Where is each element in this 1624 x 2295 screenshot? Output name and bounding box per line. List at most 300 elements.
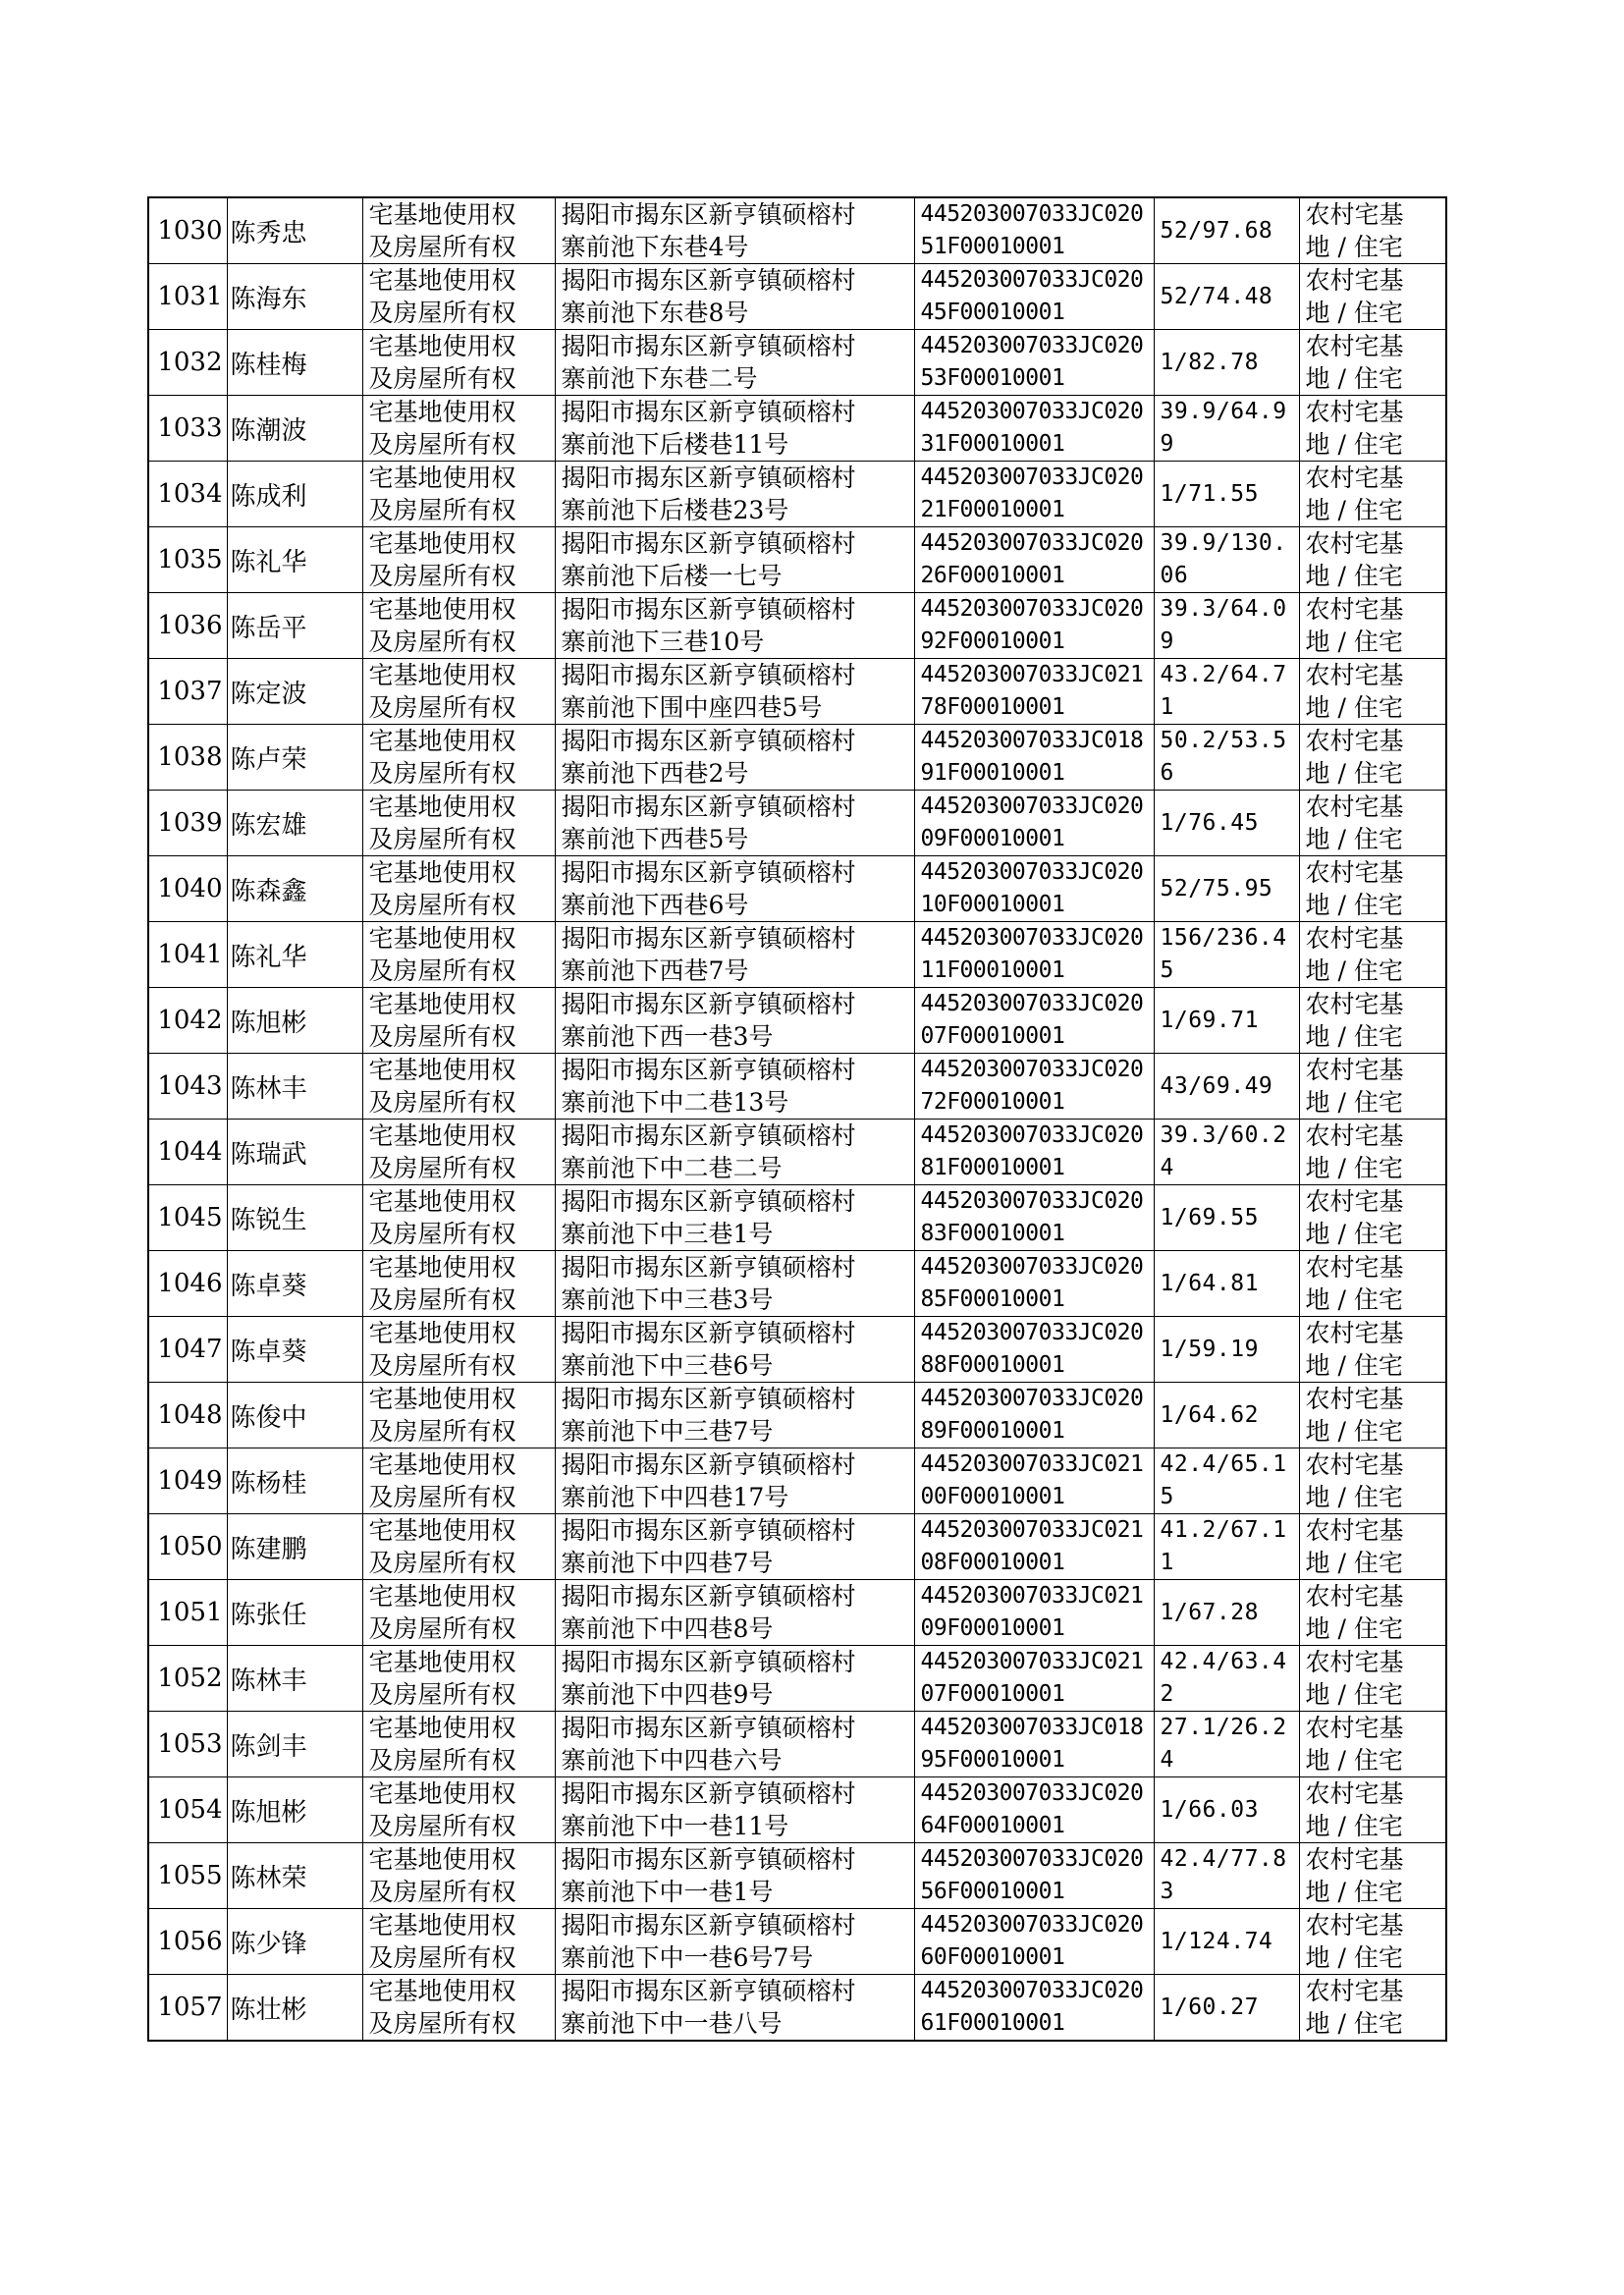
table-row bbox=[148, 1054, 1446, 1120]
unit-code-cell: 445203007033JC02088F00010001 bbox=[914, 1317, 1154, 1383]
land-use-line-2: 地 / 住宅 bbox=[1305, 825, 1403, 853]
right-type-line-1: 宅基地使用权 bbox=[368, 1450, 516, 1479]
address-line-2: 寨前池下西巷2号 bbox=[561, 759, 749, 788]
table-row bbox=[148, 791, 1446, 856]
unit-code-cell: 445203007033JC02085F00010001 bbox=[914, 1251, 1154, 1317]
land-use-cell bbox=[1299, 988, 1446, 1054]
right-type-line-2: 及房屋所有权 bbox=[368, 1351, 516, 1380]
address-line-2: 寨前池下西巷5号 bbox=[561, 825, 749, 853]
right-type-line-2: 及房屋所有权 bbox=[368, 430, 516, 459]
right-type-cell bbox=[362, 1646, 555, 1712]
table-row bbox=[148, 1514, 1446, 1580]
right-type-line-2: 及房屋所有权 bbox=[368, 1417, 516, 1446]
area-cell: 39.9/64.99 bbox=[1154, 396, 1299, 462]
right-type-cell bbox=[362, 922, 555, 988]
address-line-2: 寨前池下中二巷二号 bbox=[561, 1154, 783, 1182]
land-use-line-2: 地 / 住宅 bbox=[1305, 628, 1403, 656]
address-line-1: 揭阳市揭东区新亨镇硕榕村 bbox=[561, 332, 856, 360]
table-row bbox=[148, 1975, 1446, 2042]
unit-code-cell: 445203007033JC02009F00010001 bbox=[914, 791, 1154, 856]
area-cell: 27.1/26.24 bbox=[1154, 1712, 1299, 1777]
right-type-line-1: 宅基地使用权 bbox=[368, 529, 516, 558]
area-cell: 1/124.74 bbox=[1154, 1909, 1299, 1975]
land-use-cell bbox=[1299, 1120, 1446, 1185]
table-row bbox=[148, 396, 1446, 462]
land-use-cell bbox=[1299, 1909, 1446, 1975]
unit-code-cell: 445203007033JC02061F00010001 bbox=[914, 1975, 1154, 2042]
unit-code-cell: 445203007033JC02072F00010001 bbox=[914, 1054, 1154, 1120]
record-number-cell: 1044 bbox=[148, 1120, 227, 1185]
unit-code-cell: 445203007033JC02100F00010001 bbox=[914, 1448, 1154, 1514]
right-type-line-2: 及房屋所有权 bbox=[368, 562, 516, 590]
table-row bbox=[148, 1383, 1446, 1448]
record-number-cell: 1049 bbox=[148, 1448, 227, 1514]
right-type-cell bbox=[362, 659, 555, 725]
right-type-cell bbox=[362, 1251, 555, 1317]
area-cell: 42.4/63.42 bbox=[1154, 1646, 1299, 1712]
owner-name-cell: 陈林丰 bbox=[227, 1054, 362, 1120]
owner-name-cell: 陈卓葵 bbox=[227, 1317, 362, 1383]
land-use-line-1: 农村宅基 bbox=[1305, 792, 1404, 821]
right-type-line-2: 及房屋所有权 bbox=[368, 891, 516, 919]
record-number-cell: 1053 bbox=[148, 1712, 227, 1777]
address-line-2: 寨前池下中一巷八号 bbox=[561, 2009, 783, 2038]
address-line-2: 寨前池下中三巷6号 bbox=[561, 1351, 774, 1380]
area-cell: 43.2/64.71 bbox=[1154, 659, 1299, 725]
table-row bbox=[148, 1843, 1446, 1909]
record-number-cell: 1035 bbox=[148, 527, 227, 593]
right-type-line-1: 宅基地使用权 bbox=[368, 727, 516, 755]
table-row bbox=[148, 1251, 1446, 1317]
right-type-line-1: 宅基地使用权 bbox=[368, 595, 516, 624]
right-type-line-1: 宅基地使用权 bbox=[368, 1056, 516, 1084]
address-line-1: 揭阳市揭东区新亨镇硕榕村 bbox=[561, 398, 856, 426]
right-type-line-2: 及房屋所有权 bbox=[368, 759, 516, 788]
address-line-2: 寨前池下三巷10号 bbox=[561, 628, 765, 656]
land-use-line-2: 地 / 住宅 bbox=[1305, 364, 1403, 393]
land-use-line-2: 地 / 住宅 bbox=[1305, 430, 1403, 459]
right-type-line-1: 宅基地使用权 bbox=[368, 1648, 516, 1676]
record-number-cell: 1031 bbox=[148, 264, 227, 330]
land-use-cell bbox=[1299, 1448, 1446, 1514]
table-row bbox=[148, 1448, 1446, 1514]
right-type-line-1: 宅基地使用权 bbox=[368, 1911, 516, 1940]
area-cell: 39.3/60.24 bbox=[1154, 1120, 1299, 1185]
right-type-line-2: 及房屋所有权 bbox=[368, 956, 516, 985]
right-type-cell bbox=[362, 593, 555, 659]
area-cell: 1/66.03 bbox=[1154, 1777, 1299, 1843]
address-cell bbox=[555, 1448, 914, 1514]
land-use-cell bbox=[1299, 1712, 1446, 1777]
land-use-line-2: 地 / 住宅 bbox=[1305, 891, 1403, 919]
area-cell: 1/67.28 bbox=[1154, 1580, 1299, 1646]
right-type-cell bbox=[362, 1185, 555, 1251]
area-cell: 1/69.71 bbox=[1154, 988, 1299, 1054]
owner-name-cell: 陈少锋 bbox=[227, 1909, 362, 1975]
address-cell bbox=[555, 988, 914, 1054]
land-use-line-1: 农村宅基 bbox=[1305, 1121, 1404, 1150]
table-row bbox=[148, 1317, 1446, 1383]
right-type-cell bbox=[362, 725, 555, 791]
land-use-line-1: 农村宅基 bbox=[1305, 1056, 1404, 1084]
land-use-cell bbox=[1299, 1185, 1446, 1251]
land-use-line-2: 地 / 住宅 bbox=[1305, 1943, 1403, 1972]
owner-name-cell: 陈卓葵 bbox=[227, 1251, 362, 1317]
address-line-1: 揭阳市揭东区新亨镇硕榕村 bbox=[561, 1977, 856, 2005]
owner-name-cell: 陈建鹏 bbox=[227, 1514, 362, 1580]
land-use-cell bbox=[1299, 462, 1446, 527]
land-use-line-2: 地 / 住宅 bbox=[1305, 1351, 1403, 1380]
record-number-cell: 1042 bbox=[148, 988, 227, 1054]
right-type-line-2: 及房屋所有权 bbox=[368, 1483, 516, 1511]
land-use-cell bbox=[1299, 1383, 1446, 1448]
right-type-cell bbox=[362, 1909, 555, 1975]
address-cell bbox=[555, 1383, 914, 1448]
owner-name-cell: 陈礼华 bbox=[227, 527, 362, 593]
address-line-1: 揭阳市揭东区新亨镇硕榕村 bbox=[561, 1845, 856, 1874]
land-use-line-1: 农村宅基 bbox=[1305, 1516, 1404, 1545]
right-type-cell bbox=[362, 527, 555, 593]
table-row bbox=[148, 1777, 1446, 1843]
table-row bbox=[148, 659, 1446, 725]
right-type-line-2: 及房屋所有权 bbox=[368, 1943, 516, 1972]
record-number-cell: 1040 bbox=[148, 856, 227, 922]
address-line-1: 揭阳市揭东区新亨镇硕榕村 bbox=[561, 464, 856, 492]
table-row bbox=[148, 988, 1446, 1054]
record-number-cell: 1055 bbox=[148, 1843, 227, 1909]
record-number-cell: 1050 bbox=[148, 1514, 227, 1580]
land-use-cell bbox=[1299, 1251, 1446, 1317]
land-use-cell bbox=[1299, 659, 1446, 725]
address-line-2: 寨前池下中四巷六号 bbox=[561, 1746, 783, 1775]
address-cell bbox=[555, 1843, 914, 1909]
address-cell bbox=[555, 1251, 914, 1317]
right-type-line-2: 及房屋所有权 bbox=[368, 1614, 516, 1643]
address-line-2: 寨前池下后楼一七号 bbox=[561, 562, 783, 590]
record-number-cell: 1043 bbox=[148, 1054, 227, 1120]
right-type-line-1: 宅基地使用权 bbox=[368, 200, 516, 229]
land-use-cell bbox=[1299, 593, 1446, 659]
right-type-line-2: 及房屋所有权 bbox=[368, 1680, 516, 1709]
owner-name-cell: 陈海东 bbox=[227, 264, 362, 330]
right-type-line-2: 及房屋所有权 bbox=[368, 1154, 516, 1182]
area-cell: 1/64.81 bbox=[1154, 1251, 1299, 1317]
area-cell: 1/71.55 bbox=[1154, 462, 1299, 527]
table-row bbox=[148, 527, 1446, 593]
owner-name-cell: 陈旭彬 bbox=[227, 988, 362, 1054]
address-cell bbox=[555, 856, 914, 922]
address-cell bbox=[555, 1514, 914, 1580]
right-type-cell bbox=[362, 1777, 555, 1843]
address-line-2: 寨前池下中三巷7号 bbox=[561, 1417, 774, 1446]
right-type-line-1: 宅基地使用权 bbox=[368, 1516, 516, 1545]
unit-code-cell: 445203007033JC02083F00010001 bbox=[914, 1185, 1154, 1251]
address-line-1: 揭阳市揭东区新亨镇硕榕村 bbox=[561, 1187, 856, 1216]
land-use-line-2: 地 / 住宅 bbox=[1305, 1680, 1403, 1709]
land-use-line-1: 农村宅基 bbox=[1305, 1977, 1404, 2005]
address-line-1: 揭阳市揭东区新亨镇硕榕村 bbox=[561, 1582, 856, 1611]
area-cell: 1/64.62 bbox=[1154, 1383, 1299, 1448]
record-number-cell: 1045 bbox=[148, 1185, 227, 1251]
owner-name-cell: 陈张任 bbox=[227, 1580, 362, 1646]
address-line-1: 揭阳市揭东区新亨镇硕榕村 bbox=[561, 1779, 856, 1808]
land-use-line-1: 农村宅基 bbox=[1305, 1582, 1404, 1611]
address-cell bbox=[555, 791, 914, 856]
address-line-2: 寨前池下东巷4号 bbox=[561, 233, 749, 261]
owner-name-cell: 陈宏雄 bbox=[227, 791, 362, 856]
address-cell bbox=[555, 1777, 914, 1843]
area-cell: 1/76.45 bbox=[1154, 791, 1299, 856]
address-cell bbox=[555, 1646, 914, 1712]
right-type-line-2: 及房屋所有权 bbox=[368, 1878, 516, 1906]
right-type-line-2: 及房屋所有权 bbox=[368, 825, 516, 853]
record-number-cell: 1051 bbox=[148, 1580, 227, 1646]
area-cell: 1/69.55 bbox=[1154, 1185, 1299, 1251]
address-line-2: 寨前池下东巷二号 bbox=[561, 364, 758, 393]
owner-name-cell: 陈剑丰 bbox=[227, 1712, 362, 1777]
land-use-line-2: 地 / 住宅 bbox=[1305, 233, 1403, 261]
land-use-line-2: 地 / 住宅 bbox=[1305, 2009, 1403, 2038]
record-number-cell: 1032 bbox=[148, 330, 227, 396]
address-cell bbox=[555, 1712, 914, 1777]
land-use-line-2: 地 / 住宅 bbox=[1305, 1417, 1403, 1446]
record-number-cell: 1033 bbox=[148, 396, 227, 462]
owner-name-cell: 陈壮彬 bbox=[227, 1975, 362, 2042]
right-type-line-1: 宅基地使用权 bbox=[368, 1977, 516, 2005]
right-type-cell bbox=[362, 197, 555, 264]
right-type-line-1: 宅基地使用权 bbox=[368, 1385, 516, 1413]
address-line-1: 揭阳市揭东区新亨镇硕榕村 bbox=[561, 1385, 856, 1413]
area-cell: 52/75.95 bbox=[1154, 856, 1299, 922]
land-use-line-2: 地 / 住宅 bbox=[1305, 1812, 1403, 1840]
address-line-1: 揭阳市揭东区新亨镇硕榕村 bbox=[561, 1648, 856, 1676]
table-row bbox=[148, 1909, 1446, 1975]
right-type-line-1: 宅基地使用权 bbox=[368, 1319, 516, 1347]
area-cell: 50.2/53.56 bbox=[1154, 725, 1299, 791]
table-row bbox=[148, 922, 1446, 988]
right-type-line-1: 宅基地使用权 bbox=[368, 1779, 516, 1808]
owner-name-cell: 陈潮波 bbox=[227, 396, 362, 462]
address-cell bbox=[555, 527, 914, 593]
land-use-line-1: 农村宅基 bbox=[1305, 332, 1404, 360]
unit-code-cell: 445203007033JC02051F00010001 bbox=[914, 197, 1154, 264]
record-number-cell: 1038 bbox=[148, 725, 227, 791]
address-line-2: 寨前池下中一巷1号 bbox=[561, 1878, 774, 1906]
record-number-cell: 1039 bbox=[148, 791, 227, 856]
land-use-line-2: 地 / 住宅 bbox=[1305, 1549, 1403, 1577]
right-type-line-1: 宅基地使用权 bbox=[368, 1187, 516, 1216]
right-type-cell bbox=[362, 1712, 555, 1777]
area-cell: 42.4/77.83 bbox=[1154, 1843, 1299, 1909]
land-use-cell bbox=[1299, 1580, 1446, 1646]
right-type-cell bbox=[362, 1120, 555, 1185]
area-cell: 43/69.49 bbox=[1154, 1054, 1299, 1120]
address-line-1: 揭阳市揭东区新亨镇硕榕村 bbox=[561, 1253, 856, 1282]
unit-code-cell: 445203007033JC02031F00010001 bbox=[914, 396, 1154, 462]
address-line-2: 寨前池下中四巷9号 bbox=[561, 1680, 774, 1709]
right-type-cell bbox=[362, 1054, 555, 1120]
address-cell bbox=[555, 330, 914, 396]
right-type-line-1: 宅基地使用权 bbox=[368, 858, 516, 887]
address-line-2: 寨前池下中二巷13号 bbox=[561, 1088, 789, 1117]
land-use-cell bbox=[1299, 330, 1446, 396]
address-cell bbox=[555, 1580, 914, 1646]
land-use-line-2: 地 / 住宅 bbox=[1305, 1220, 1403, 1248]
land-use-line-1: 农村宅基 bbox=[1305, 990, 1404, 1018]
right-type-line-1: 宅基地使用权 bbox=[368, 464, 516, 492]
owner-name-cell: 陈秀忠 bbox=[227, 197, 362, 264]
table-row bbox=[148, 725, 1446, 791]
right-type-line-2: 及房屋所有权 bbox=[368, 299, 516, 327]
right-type-line-1: 宅基地使用权 bbox=[368, 398, 516, 426]
right-type-line-1: 宅基地使用权 bbox=[368, 661, 516, 689]
land-use-line-1: 农村宅基 bbox=[1305, 595, 1404, 624]
table-row bbox=[148, 593, 1446, 659]
address-line-2: 寨前池下中一巷11号 bbox=[561, 1812, 789, 1840]
right-type-line-2: 及房屋所有权 bbox=[368, 1812, 516, 1840]
record-number-cell: 1037 bbox=[148, 659, 227, 725]
address-cell bbox=[555, 659, 914, 725]
land-use-cell bbox=[1299, 922, 1446, 988]
table-row bbox=[148, 197, 1446, 264]
right-type-cell bbox=[362, 791, 555, 856]
land-use-line-2: 地 / 住宅 bbox=[1305, 1746, 1403, 1775]
address-cell bbox=[555, 462, 914, 527]
right-type-line-2: 及房屋所有权 bbox=[368, 693, 516, 722]
address-line-2: 寨前池下中四巷8号 bbox=[561, 1614, 774, 1643]
record-number-cell: 1054 bbox=[148, 1777, 227, 1843]
area-cell: 39.9/130.06 bbox=[1154, 527, 1299, 593]
land-use-line-1: 农村宅基 bbox=[1305, 1450, 1404, 1479]
address-line-1: 揭阳市揭东区新亨镇硕榕村 bbox=[561, 1714, 856, 1742]
address-line-1: 揭阳市揭东区新亨镇硕榕村 bbox=[561, 661, 856, 689]
record-number-cell: 1047 bbox=[148, 1317, 227, 1383]
unit-code-cell: 445203007033JC02045F00010001 bbox=[914, 264, 1154, 330]
owner-name-cell: 陈桂梅 bbox=[227, 330, 362, 396]
unit-code-cell: 445203007033JC02064F00010001 bbox=[914, 1777, 1154, 1843]
table-row bbox=[148, 264, 1446, 330]
land-use-line-2: 地 / 住宅 bbox=[1305, 1614, 1403, 1643]
land-use-cell bbox=[1299, 1975, 1446, 2042]
land-use-line-2: 地 / 住宅 bbox=[1305, 1483, 1403, 1511]
land-use-cell bbox=[1299, 1317, 1446, 1383]
unit-code-cell: 445203007033JC02060F00010001 bbox=[914, 1909, 1154, 1975]
land-use-line-1: 农村宅基 bbox=[1305, 1319, 1404, 1347]
registry-table-body bbox=[148, 197, 1446, 2041]
unit-code-cell: 445203007033JC02026F00010001 bbox=[914, 527, 1154, 593]
right-type-cell bbox=[362, 1975, 555, 2042]
address-line-1: 揭阳市揭东区新亨镇硕榕村 bbox=[561, 792, 856, 821]
land-use-line-2: 地 / 住宅 bbox=[1305, 1154, 1403, 1182]
address-line-2: 寨前池下后楼巷23号 bbox=[561, 496, 789, 524]
record-number-cell: 1034 bbox=[148, 462, 227, 527]
unit-code-cell: 445203007033JC02178F00010001 bbox=[914, 659, 1154, 725]
right-type-cell bbox=[362, 330, 555, 396]
right-type-cell bbox=[362, 1580, 555, 1646]
right-type-line-1: 宅基地使用权 bbox=[368, 1845, 516, 1874]
right-type-line-1: 宅基地使用权 bbox=[368, 1582, 516, 1611]
table-row bbox=[148, 1185, 1446, 1251]
right-type-line-2: 及房屋所有权 bbox=[368, 364, 516, 393]
address-line-2: 寨前池下中四巷17号 bbox=[561, 1483, 789, 1511]
owner-name-cell: 陈定波 bbox=[227, 659, 362, 725]
table-row bbox=[148, 1120, 1446, 1185]
land-use-line-1: 农村宅基 bbox=[1305, 1253, 1404, 1282]
land-use-line-1: 农村宅基 bbox=[1305, 727, 1404, 755]
area-cell: 42.4/65.15 bbox=[1154, 1448, 1299, 1514]
owner-name-cell: 陈礼华 bbox=[227, 922, 362, 988]
address-cell bbox=[555, 1185, 914, 1251]
address-cell bbox=[555, 1317, 914, 1383]
land-use-line-1: 农村宅基 bbox=[1305, 1385, 1404, 1413]
unit-code-cell: 445203007033JC02053F00010001 bbox=[914, 330, 1154, 396]
land-use-cell bbox=[1299, 527, 1446, 593]
right-type-cell bbox=[362, 462, 555, 527]
land-use-cell bbox=[1299, 856, 1446, 922]
unit-code-cell: 445203007033JC01891F00010001 bbox=[914, 725, 1154, 791]
address-line-1: 揭阳市揭东区新亨镇硕榕村 bbox=[561, 595, 856, 624]
table-row bbox=[148, 1646, 1446, 1712]
land-use-line-1: 农村宅基 bbox=[1305, 1648, 1404, 1676]
address-cell bbox=[555, 396, 914, 462]
land-use-cell bbox=[1299, 197, 1446, 264]
address-line-2: 寨前池下后楼巷11号 bbox=[561, 430, 789, 459]
owner-name-cell: 陈俊中 bbox=[227, 1383, 362, 1448]
land-use-line-1: 农村宅基 bbox=[1305, 1187, 1404, 1216]
unit-code-cell: 445203007033JC02108F00010001 bbox=[914, 1514, 1154, 1580]
address-cell bbox=[555, 197, 914, 264]
address-line-2: 寨前池下中四巷7号 bbox=[561, 1549, 774, 1577]
owner-name-cell: 陈杨桂 bbox=[227, 1448, 362, 1514]
unit-code-cell: 445203007033JC02011F00010001 bbox=[914, 922, 1154, 988]
land-use-cell bbox=[1299, 1777, 1446, 1843]
owner-name-cell: 陈成利 bbox=[227, 462, 362, 527]
land-use-line-1: 农村宅基 bbox=[1305, 661, 1404, 689]
record-number-cell: 1046 bbox=[148, 1251, 227, 1317]
address-line-1: 揭阳市揭东区新亨镇硕榕村 bbox=[561, 1121, 856, 1150]
land-use-line-2: 地 / 住宅 bbox=[1305, 562, 1403, 590]
right-type-cell bbox=[362, 1843, 555, 1909]
right-type-cell bbox=[362, 1383, 555, 1448]
address-line-1: 揭阳市揭东区新亨镇硕榕村 bbox=[561, 990, 856, 1018]
land-use-line-1: 农村宅基 bbox=[1305, 924, 1404, 953]
owner-name-cell: 陈瑞武 bbox=[227, 1120, 362, 1185]
land-use-line-1: 农村宅基 bbox=[1305, 464, 1404, 492]
table-row bbox=[148, 1712, 1446, 1777]
area-cell: 156/236.45 bbox=[1154, 922, 1299, 988]
right-type-line-2: 及房屋所有权 bbox=[368, 496, 516, 524]
address-line-1: 揭阳市揭东区新亨镇硕榕村 bbox=[561, 1450, 856, 1479]
land-use-line-2: 地 / 住宅 bbox=[1305, 1285, 1403, 1314]
right-type-cell bbox=[362, 988, 555, 1054]
address-cell bbox=[555, 264, 914, 330]
address-line-2: 寨前池下中三巷3号 bbox=[561, 1285, 774, 1314]
right-type-cell bbox=[362, 396, 555, 462]
record-number-cell: 1036 bbox=[148, 593, 227, 659]
address-line-1: 揭阳市揭东区新亨镇硕榕村 bbox=[561, 1911, 856, 1940]
land-use-cell bbox=[1299, 1843, 1446, 1909]
address-line-2: 寨前池下西巷7号 bbox=[561, 956, 749, 985]
right-type-line-1: 宅基地使用权 bbox=[368, 1253, 516, 1282]
address-line-1: 揭阳市揭东区新亨镇硕榕村 bbox=[561, 924, 856, 953]
unit-code-cell: 445203007033JC02010F00010001 bbox=[914, 856, 1154, 922]
land-use-line-1: 农村宅基 bbox=[1305, 398, 1404, 426]
land-use-line-2: 地 / 住宅 bbox=[1305, 693, 1403, 722]
address-line-2: 寨前池下西巷6号 bbox=[561, 891, 749, 919]
owner-name-cell: 陈森鑫 bbox=[227, 856, 362, 922]
right-type-line-1: 宅基地使用权 bbox=[368, 792, 516, 821]
right-type-line-2: 及房屋所有权 bbox=[368, 1746, 516, 1775]
